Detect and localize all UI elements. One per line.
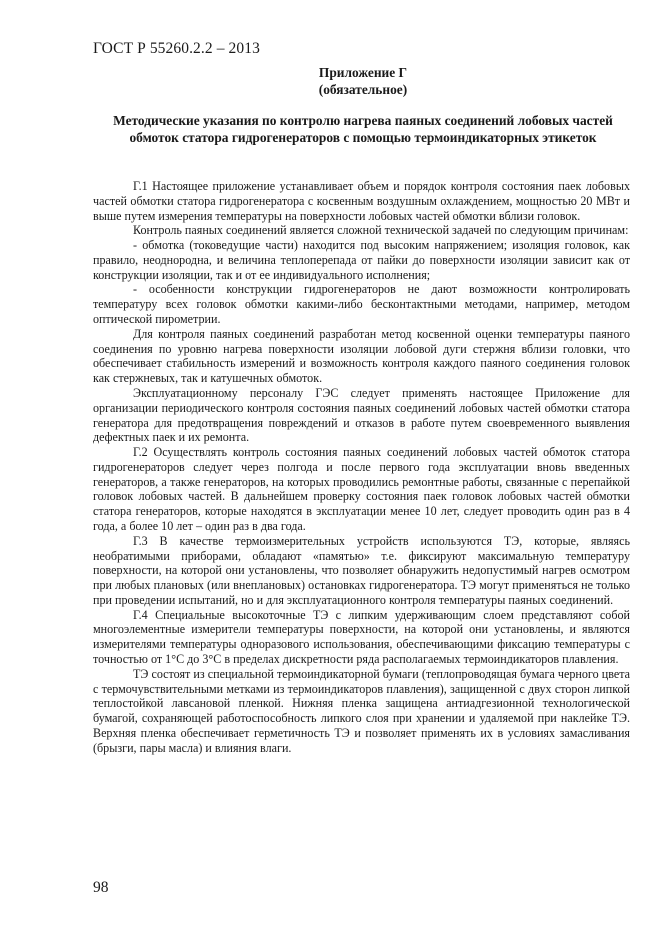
paragraph: - обмотка (токоведущие части) находится под высоким напряжением; изоляция головок, как правило, неоднородна, и величина теплоперепада от пайки до поверхности изоляции зависит как от конструкции изоляции, так и от ее индивидуального исполнения;	[93, 238, 630, 282]
paragraph: - особенности конструкции гидрогенераторов не дают возможности контролировать температуру всех головок обмотки какими-либо бесконтактными методами, например, методом оптической пирометрии.	[93, 282, 630, 327]
paragraph: Г.2 Осуществлять контроль состояния паяных соединений лобовых частей обмоток статора гидрогенераторов следует через полгода и после первого года эксплуатации вновь введенных генераторов, а также генераторов, на которых проводились ремонтные работы, связанные с перепайкой головок лобовых частей. В дальнейшем проверку состояния паек головок лобовых частей обмотки статора генераторов, которые находятся в эксплуатации менее 10 лет, следует проводить один раз в 4 года, а более 10 лет – один раз в два года.	[93, 445, 630, 533]
paragraph: Для контроля паяных соединений разработан метод косвенной оценки температуры паяного соединения по уровню нагрева поверхности изоляции лобовой дуги стержня вблизи головки, что обеспечивает стабильность измерений и возможность контроля каждого паяного соединения головок как стержневых, так и катушечных обмоток.	[93, 326, 630, 386]
page-number: 98	[93, 879, 109, 896]
body-text	[93, 179, 630, 755]
appendix-status: (обязательное)	[318, 82, 408, 97]
paragraph: ТЭ состоят из специальной термоиндикаторной бумаги (теплопроводящая бумага черного цвета с термочувствительными метками из термоиндикаторов плавления), защищенной с двух сторон липкой теплостойкой лавсановой пленкой. Нижняя пленка защищена антиадгезионной технологической бумагой, сохраняющей работоспособность липкого слоя при хранении и удаляемой при наклейке ТЭ. Верхняя пленка обеспечивает герметичность ТЭ и позволяет применять их в условиях замасливания (брызги, пары масла) и влияния влаги.	[93, 666, 630, 755]
standard-designation: ГОСТ Р 55260.2.2 – 2013	[93, 40, 260, 57]
appendix-heading	[93, 64, 633, 98]
paragraph: Г.1 Настоящее приложение устанавливает объем и порядок контроля состояния паек лобовых частей обмотки статора гидрогенератора с косвенным воздушным охлаждением, мощностью 20 МВт и выше путем измерения температуры на поверхности лобовых частей обмотки вблизи головок.	[93, 179, 630, 223]
section-title: Методические указания по контролю нагрева паяных соединений лобовых частей обмоток статора гидрогенераторов с помощью термоиндикаторных этикеток	[113, 113, 613, 145]
paragraph: Эксплуатационному персоналу ГЭС следует применять настоящее Приложение для организации периодического контроля состояния паяных соединений лобовых частей обмотки статора генератора для предотвращения повреждений и отказов в работе путем своевременного выявления дефектных паек и их ремонта.	[93, 385, 630, 445]
paragraph: Контроль паяных соединений является сложной технической задачей по следующим причинам:	[133, 223, 629, 238]
paragraph: Г.4 Специальные высокоточные ТЭ с липким удерживающим слоем представляют собой многоэлементные измерители температуры поверхности, на которой они установлены, и являются измерителями температуры одноразового использования, обеспечивающими фиксацию температуры с точностью от 1°С до 3°С в пределах дискретности ряда располагаемых термоиндикаторов плавления.	[93, 607, 630, 666]
paragraph: Г.3 В качестве термоизмерительных устройств используются ТЭ, которые, являясь необратимыми приборами, обладают «памятью» т.е. фиксируют максимальную температуру поверхности, на которой они установлены, что позволяет обнаружить недопустимый нагрев осмотром при любых плановых (или внеплановых) остановках гидрогенератора. ТЭ могут применяться не только при проведении испытаний, но и для эксплуатационного контроля температуры паяных соединений.	[93, 533, 630, 607]
appendix-title: Приложение Г	[318, 65, 408, 80]
